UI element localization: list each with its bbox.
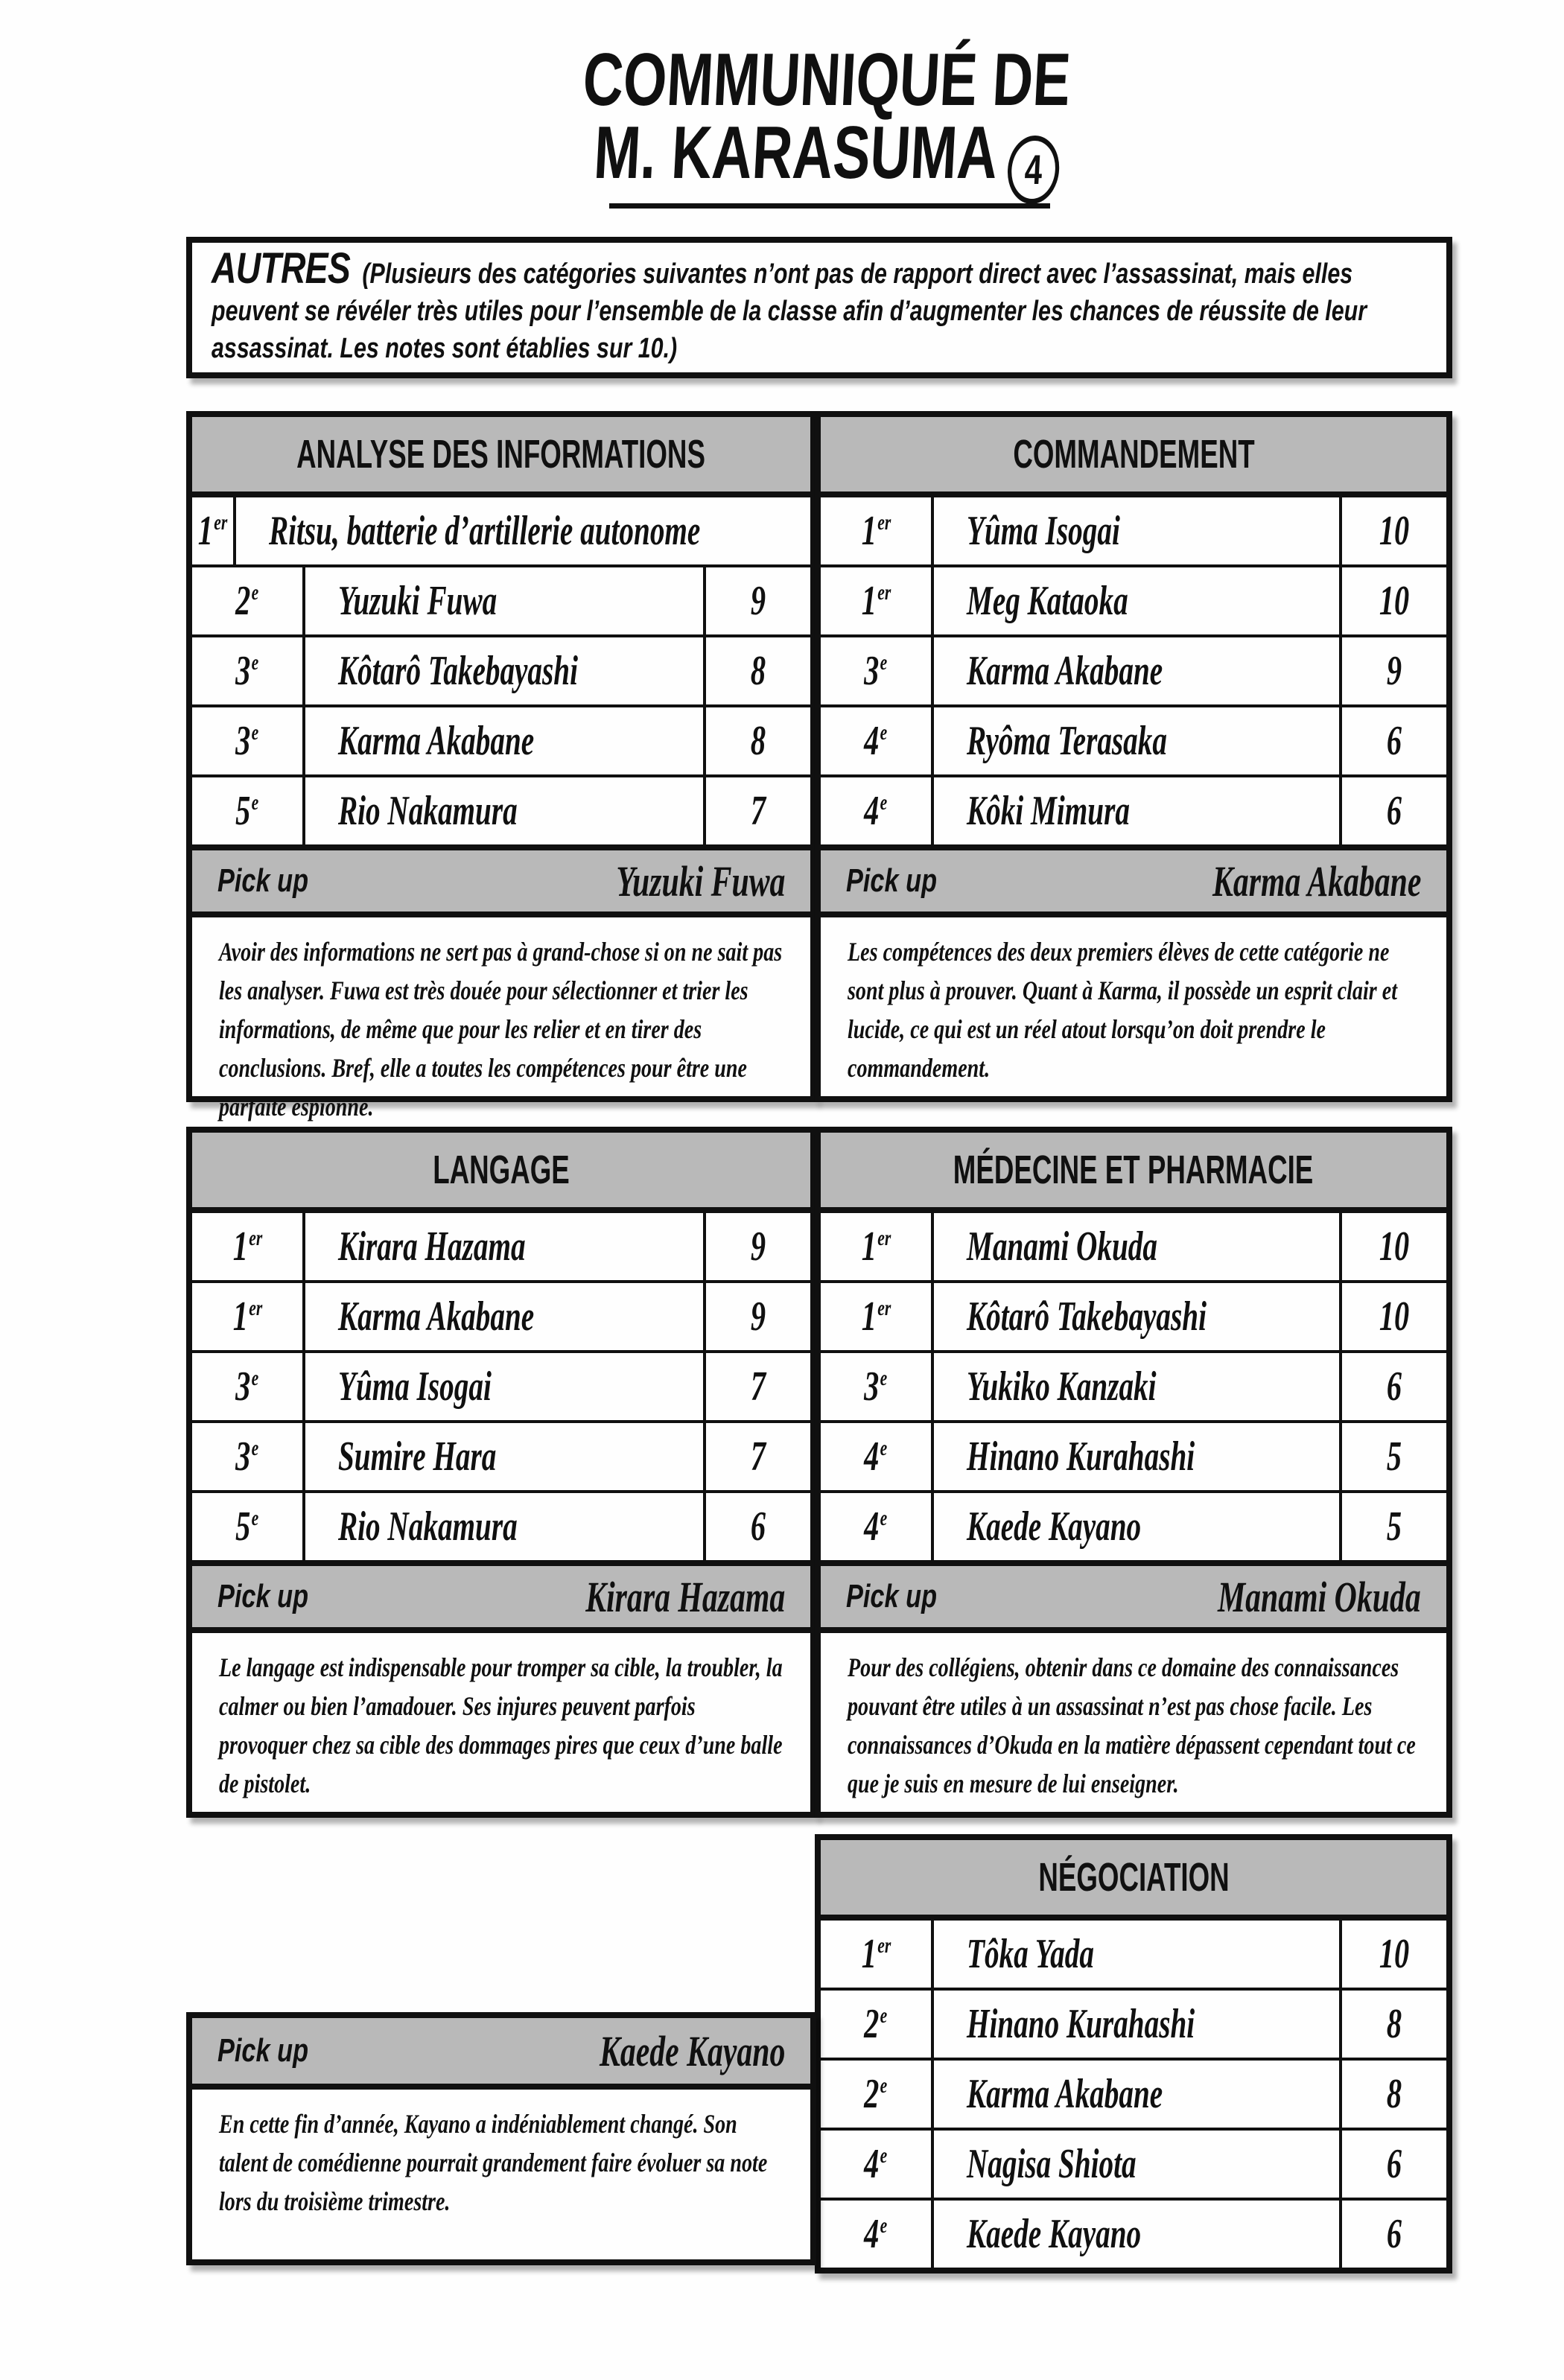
score-cell: 10 [1379, 508, 1410, 554]
rank-cell: 4e [821, 777, 934, 844]
rank-cell: 4e [821, 2201, 934, 2268]
pickup-student-name: Kaede Kayano [599, 2026, 785, 2075]
table-row [192, 1283, 810, 1353]
pickup-label: Pick up [217, 1578, 309, 1614]
table-row [821, 1493, 1446, 1560]
rank-cell: 2e [821, 2061, 934, 2128]
table-header: NÉGOCIATION [821, 1840, 1446, 1921]
student-name-cell: Manami Okuda [934, 1213, 1342, 1280]
rank-cell: 1er [192, 497, 236, 564]
student-name-cell: Yukiko Kanzaki [934, 1353, 1342, 1420]
pickup-band [192, 1560, 810, 1627]
page-title-line2: M. KARASUMA 4 [477, 116, 1177, 204]
table-row [192, 777, 810, 844]
score-cell: 6 [1386, 718, 1402, 764]
pickup-student-name: Manami Okuda [1218, 1572, 1421, 1621]
student-name-cell: Tôka Yada [934, 1921, 1342, 1988]
table-row [821, 2201, 1446, 2268]
student-name-cell: Kaede Kayano [934, 1493, 1342, 1560]
table-row [192, 707, 810, 777]
score-cell: 9 [750, 578, 766, 624]
score-cell: 10 [1379, 1224, 1410, 1270]
table-row [192, 637, 810, 707]
table-description: Le langage est indispensable pour tromper sa cible, la troubler, la calmer ou bien l’amadouer. Ses injures peuvent parfois provoquer chez sa cible des dommages pires que ceux d’une balle de pistolet. [192, 1627, 810, 1812]
pickup-student-name: Yuzuki Fuwa [615, 856, 785, 906]
table-row [821, 1283, 1446, 1353]
student-name-cell: Kirara Hazama [305, 1213, 706, 1280]
student-name-cell: Hinano Kurahashi [934, 1423, 1342, 1490]
score-cell: 9 [750, 1224, 766, 1270]
score-cell: 9 [750, 1294, 766, 1340]
rank-cell: 1er [821, 567, 934, 634]
rank-cell: 3e [192, 707, 305, 774]
score-cell: 6 [1386, 2141, 1402, 2187]
student-name-cell: Kôki Mimura [934, 777, 1342, 844]
table-row [192, 567, 810, 637]
student-name-cell: Karma Akabane [934, 2061, 1342, 2128]
table-commandement [815, 411, 1452, 1102]
table-row [192, 497, 810, 567]
rank-cell: 4e [821, 2131, 934, 2198]
score-cell: 7 [750, 788, 766, 834]
table-negociation [815, 1834, 1452, 2274]
table-header: LANGAGE [192, 1133, 810, 1213]
student-name-cell: Ryôma Terasaka [934, 707, 1342, 774]
table-row [821, 1353, 1446, 1423]
pickup-band [821, 844, 1446, 911]
rank-cell: 1er [192, 1283, 305, 1350]
pickup-label: Pick up [217, 862, 309, 899]
rank-cell: 4e [821, 707, 934, 774]
student-name-cell: Meg Kataoka [934, 567, 1342, 634]
pickup-label: Pick up [217, 2032, 309, 2069]
rank-cell: 3e [192, 1353, 305, 1420]
student-name-cell: Rio Nakamura [305, 1493, 706, 1560]
score-cell: 6 [1386, 1364, 1402, 1410]
student-name-cell: Yûma Isogai [934, 497, 1342, 564]
table-row [821, 567, 1446, 637]
table-row [821, 2061, 1446, 2131]
student-name-cell: Kôtarô Takebayashi [934, 1283, 1342, 1350]
pickup-label: Pick up [846, 862, 938, 899]
score-cell: 6 [750, 1504, 766, 1550]
rank-cell: 4e [821, 1423, 934, 1490]
pickup-band [192, 2018, 810, 2084]
pickup-description: En cette fin d’année, Kayano a indéniablement changé. Son talent de comédienne pourrait grandement faire évoluer sa note lors du troisième trimestre. [192, 2084, 810, 2259]
student-name-cell: Yuzuki Fuwa [305, 567, 706, 634]
table-row [821, 777, 1446, 844]
score-cell: 8 [750, 718, 766, 764]
rank-cell: 4e [821, 1493, 934, 1560]
rank-cell: 3e [192, 637, 305, 704]
table-analyse-des-informations [186, 411, 816, 1121]
pickup-label: Pick up [846, 1578, 938, 1614]
circled-number-icon: 4 [1006, 136, 1061, 204]
pickup-student-name: Karma Akabane [1212, 856, 1421, 906]
student-name-cell: Rio Nakamura [305, 777, 706, 844]
student-name-cell: Hinano Kurahashi [934, 1991, 1342, 2058]
score-cell: 10 [1379, 578, 1410, 624]
rank-cell: 1er [821, 497, 934, 564]
rank-cell: 5e [192, 1493, 305, 1560]
score-cell: 6 [1386, 2211, 1402, 2257]
title-underline [609, 203, 1050, 209]
student-name-cell: Sumire Hara [305, 1423, 706, 1490]
block-pickup-kaede-kayano [186, 2012, 816, 2265]
page-title-line1: COMMUNIQUÉ DE [580, 38, 1073, 121]
student-name-cell: Kaede Kayano [934, 2201, 1342, 2268]
student-name-cell: Karma Akabane [305, 1283, 706, 1350]
score-cell: 7 [750, 1364, 766, 1410]
score-cell: 8 [1386, 2001, 1402, 2047]
pickup-student-name: Kirara Hazama [585, 1572, 785, 1621]
student-name-cell: Kôtarô Takebayashi [305, 637, 706, 704]
table-description: Avoir des informations ne sert pas à grand-chose si on ne sait pas les analyser. Fuwa est très douée pour sélectionner et trier les informations, de même que pour les relier et en tirer des conclusions. Bref, elle a toutes les compétences pour être une parfaite espionne. [192, 911, 810, 1096]
rank-cell: 1er [821, 1283, 934, 1350]
score-cell: 10 [1379, 1294, 1410, 1340]
score-cell: 6 [1386, 788, 1402, 834]
table-header: ANALYSE DES INFORMATIONS [192, 417, 810, 497]
table-langage [186, 1127, 816, 1818]
intro-heading: AUTRES [212, 244, 350, 293]
table-row [192, 1213, 810, 1283]
score-cell: 5 [1386, 1504, 1402, 1550]
student-name-cell: Ritsu, batterie d’artillerie autonome [236, 497, 889, 564]
table-row [821, 1213, 1446, 1283]
table-header: COMMANDEMENT [821, 417, 1446, 497]
intro-box [186, 237, 1452, 378]
student-name-cell: Karma Akabane [305, 707, 706, 774]
rank-cell: 3e [821, 1353, 934, 1420]
table-row [821, 1921, 1446, 1991]
rank-cell: 3e [192, 1423, 305, 1490]
rank-cell: 1er [192, 1213, 305, 1280]
table-description: Pour des collégiens, obtenir dans ce domaine des connaissances pouvant être utiles à un assassinat n’est pas chose facile. Les connaissances d’Okuda en la matière dépassent cependant tout ce que je suis en mesure de lui enseigner. [821, 1627, 1446, 1812]
rank-cell: 2e [192, 567, 305, 634]
table-row [192, 1493, 810, 1560]
table-row [821, 1423, 1446, 1493]
table-header: MÉDECINE ET PHARMACIE [821, 1133, 1446, 1213]
table-row [821, 637, 1446, 707]
table-medecine-et-pharmacie [815, 1127, 1452, 1818]
score-cell: 8 [750, 648, 766, 694]
score-cell: 5 [1386, 1434, 1402, 1480]
student-name-cell: Yûma Isogai [305, 1353, 706, 1420]
table-description: Les compétences des deux premiers élèves de cette catégorie ne sont plus à prouver. Quant à Karma, il possède un esprit clair et lucide, ce qui est un réel atout lorsqu’on doit prendre le commandement. [821, 911, 1446, 1096]
score-cell: 9 [1386, 648, 1402, 694]
pickup-band [821, 1560, 1446, 1627]
rank-cell: 1er [821, 1921, 934, 1988]
table-row [821, 707, 1446, 777]
table-row [192, 1353, 810, 1423]
rank-cell: 3e [821, 637, 934, 704]
intro-body: (Plusieurs des catégories suivantes n’ont pas de rapport direct avec l’assassinat, mais elles peuvent se révéler très utiles pour l’ensemble de la classe afin d’augmenter les chances de réussite de leur assassinat. Les notes sont établies sur 10.) [212, 258, 1367, 364]
score-cell: 8 [1386, 2071, 1402, 2117]
score-cell: 7 [750, 1434, 766, 1480]
score-cell: 10 [1379, 1931, 1410, 1977]
page-title [477, 38, 1177, 204]
rank-cell: 1er [821, 1213, 934, 1280]
student-name-cell: Nagisa Shiota [934, 2131, 1342, 2198]
table-row [821, 1991, 1446, 2061]
table-row [821, 497, 1446, 567]
student-name-cell: Karma Akabane [934, 637, 1342, 704]
pickup-band [192, 844, 810, 911]
rank-cell: 5e [192, 777, 305, 844]
rank-cell: 2e [821, 1991, 934, 2058]
table-row [821, 2131, 1446, 2201]
table-row [192, 1423, 810, 1493]
